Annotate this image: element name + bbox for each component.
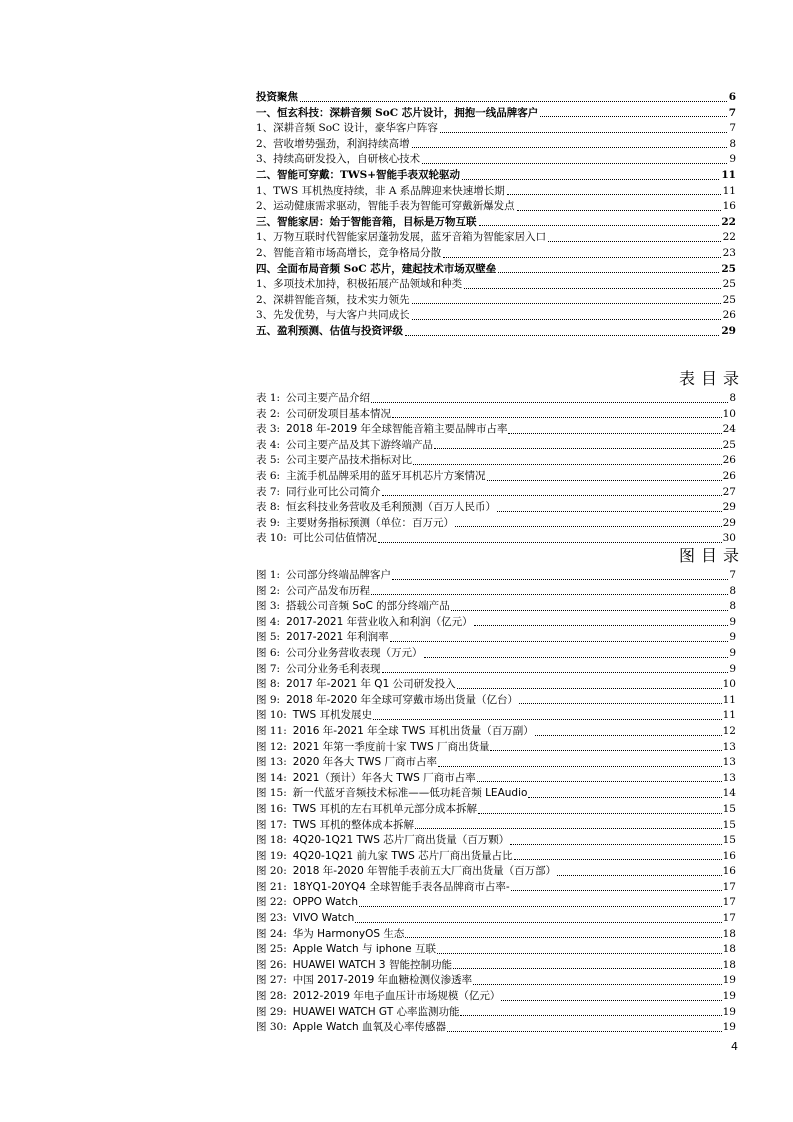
figure-entry[interactable] — [256, 615, 736, 631]
dot-leader — [477, 781, 722, 782]
table-entry-title: 主要财务指标预测（单位：百万元） — [286, 516, 455, 529]
dot-leader — [424, 657, 729, 658]
figure-entry[interactable] — [256, 849, 736, 865]
table-entry-page: 10 — [722, 407, 736, 420]
dot-leader — [447, 1031, 722, 1032]
figure-entry-label: 图 16: — [256, 802, 287, 815]
figure-entry[interactable] — [256, 662, 736, 678]
dot-leader — [548, 241, 720, 242]
dot-leader — [405, 335, 719, 336]
dot-leader — [382, 672, 729, 673]
figure-entry-title: 2020 年各大 TWS 厂商市占率 — [292, 756, 437, 769]
dot-leader — [540, 116, 726, 117]
table-entry-title: 恒玄科技业务营收及毛利预测（百万人民币） — [286, 501, 497, 514]
figure-entry-label: 图 22: — [256, 896, 287, 909]
dot-leader — [355, 922, 721, 923]
figure-entry-page: 17 — [722, 912, 736, 925]
toc-entry-title: 二、智能可穿戴：TWS+智能手表双轮驱动 — [256, 168, 460, 181]
dot-leader — [415, 828, 722, 829]
figure-entry[interactable] — [256, 786, 736, 802]
table-entry-title: 公司研发项目基本情况 — [286, 407, 392, 420]
figure-entry[interactable] — [256, 677, 736, 693]
dot-leader — [371, 594, 728, 595]
table-entry-label: 表 10: — [256, 532, 287, 545]
figure-entry-title: TWS 耳机发展史 — [292, 709, 373, 722]
figure-entry-label: 图 7: — [256, 662, 281, 675]
dot-leader — [511, 890, 722, 891]
figure-entry[interactable] — [256, 740, 736, 756]
figure-entry-page: 13 — [722, 771, 736, 784]
table-entry-label: 表 2: — [256, 407, 281, 420]
figure-entry-title: 公司产品发布历程 — [286, 584, 371, 597]
figure-entry-label: 图 1: — [256, 569, 281, 581]
toc-entry[interactable] — [256, 324, 736, 340]
figure-entry[interactable] — [256, 599, 736, 615]
figure-entry[interactable] — [256, 989, 736, 1005]
figure-entry-page: 11 — [722, 709, 736, 722]
dot-leader — [519, 703, 722, 704]
figure-entry[interactable] — [256, 880, 736, 896]
figures-list — [256, 568, 736, 1036]
table-entry-page: 25 — [722, 438, 736, 451]
figure-entry[interactable] — [256, 1020, 736, 1036]
dot-leader — [473, 984, 721, 985]
dot-leader — [474, 625, 729, 626]
dot-leader — [378, 542, 722, 543]
toc-entry[interactable] — [256, 277, 736, 293]
figure-entry-label: 图 10: — [256, 709, 287, 722]
dot-leader — [440, 132, 727, 133]
dot-leader — [514, 859, 722, 860]
dot-leader — [422, 163, 727, 164]
toc-entry[interactable] — [256, 215, 736, 231]
dot-leader — [390, 641, 729, 642]
figure-entry-title: OPPO Watch — [292, 896, 358, 909]
toc-entry-title: 2、深耕智能音频，技术实力领先 — [256, 293, 410, 306]
figure-entry-label: 图 17: — [256, 818, 287, 831]
figure-entry-title: 2021 年第一季度前十家 TWS 厂商出货量 — [292, 740, 490, 753]
figure-entry-page: 19 — [722, 1021, 736, 1034]
figure-entry-title: 2021（预计）年各大 TWS 厂商市占率 — [292, 771, 476, 784]
toc-entry-page: 25 — [722, 278, 736, 291]
figure-entry-label: 图 27: — [256, 974, 287, 987]
toc-entry-page: 25 — [722, 293, 736, 306]
figure-entry-label: 图 11: — [256, 724, 287, 737]
table-entry-label: 表 5: — [256, 454, 281, 467]
figure-entry-title: 18YQ1-20YQ4 全球智能手表各品牌商市占率- — [292, 880, 510, 893]
figure-entry-label: 图 18: — [256, 834, 287, 847]
figure-entry-title: 公司分业务毛利表现 — [286, 662, 381, 675]
figure-entry-page: 14 — [722, 787, 736, 800]
toc-entry-page: 7 — [728, 106, 736, 119]
dot-leader — [510, 844, 721, 845]
dot-leader — [453, 968, 722, 969]
figure-entry-label: 图 26: — [256, 958, 287, 971]
figure-entry-page: 18 — [722, 927, 736, 940]
toc-entry[interactable] — [256, 168, 736, 184]
dot-leader — [528, 797, 721, 798]
figure-entry-label: 图 2: — [256, 584, 281, 597]
table-entry[interactable] — [256, 485, 736, 501]
dot-leader — [392, 417, 722, 418]
figure-entry-page: 16 — [722, 849, 736, 862]
figure-entry-page: 18 — [722, 958, 736, 971]
figure-entry-label: 图 23: — [256, 912, 287, 925]
dot-leader — [487, 480, 722, 481]
figure-entry[interactable] — [256, 942, 736, 958]
figure-entry-page: 19 — [722, 990, 736, 1003]
figure-entry-page: 19 — [722, 1005, 736, 1018]
toc-entry[interactable] — [256, 152, 736, 168]
dot-leader — [373, 719, 722, 720]
figure-entry-title: 搭载公司音频 SoC 的部分终端产品 — [286, 600, 450, 613]
toc-entry[interactable] — [256, 184, 736, 200]
figure-entry-page: 7 — [729, 569, 736, 581]
figure-entry-label: 图 8: — [256, 678, 281, 691]
dot-leader — [498, 272, 719, 273]
toc-entry-page: 26 — [722, 309, 736, 322]
figure-entry[interactable] — [256, 724, 736, 740]
toc-entry[interactable] — [256, 262, 736, 278]
figure-entry-title: 2016 年-2021 年全球 TWS 耳机出货量（百万副） — [292, 724, 534, 737]
figure-entry-label: 图 28: — [256, 990, 287, 1003]
figure-entry-label: 图 4: — [256, 615, 281, 628]
figure-entry-title: HUAWEI WATCH GT 心率监测功能 — [292, 1005, 460, 1018]
toc-entry-page: 23 — [722, 246, 736, 259]
dot-leader — [405, 937, 721, 938]
figure-entry-title: 华为 HarmonyOS 生态 — [292, 927, 405, 940]
toc-entry-title: 1、深耕音频 SoC 设计，豪华客户阵容 — [256, 122, 438, 135]
figure-entry-label: 图 9: — [256, 693, 281, 706]
figure-entry-label: 图 13: — [256, 756, 287, 769]
table-entry-label: 表 7: — [256, 485, 281, 498]
table-entry[interactable] — [256, 469, 736, 485]
figure-entry-title: 公司部分终端品牌客户 — [286, 569, 392, 581]
table-entry-page: 27 — [722, 485, 736, 498]
figure-entry-page: 13 — [722, 740, 736, 753]
toc-entry-page: 7 — [729, 122, 736, 135]
figure-entry-page: 17 — [722, 880, 736, 893]
toc-entry-title: 1、多项技术加持，积极拓展产品领域和种类 — [256, 278, 463, 291]
table-entry-page: 26 — [722, 469, 736, 482]
figure-entry-label: 图 5: — [256, 631, 281, 644]
table-entry[interactable] — [256, 407, 736, 423]
figure-entry-label: 图 24: — [256, 927, 287, 940]
figure-entry-title: 2017 年-2021 年 Q1 公司研发投入 — [286, 678, 456, 691]
dot-leader — [434, 448, 722, 449]
toc-entry-title: 2、营收增势强劲，利润持续高增 — [256, 137, 410, 150]
figure-entry-page: 11 — [722, 693, 736, 706]
figure-entry-label: 图 12: — [256, 740, 287, 753]
toc-entry-page: 11 — [722, 184, 736, 197]
figure-entry-page: 15 — [722, 818, 736, 831]
dot-leader — [507, 194, 721, 195]
figure-entry[interactable] — [256, 958, 736, 974]
toc-entry-page: 22 — [721, 215, 736, 228]
figure-entry-page: 12 — [722, 724, 736, 737]
figure-entry-title: 2018 年-2020 年全球可穿戴市场出货量（亿台） — [286, 693, 518, 706]
figure-entry-page: 8 — [729, 584, 736, 597]
table-entry-page: 24 — [722, 423, 736, 436]
toc-entry[interactable] — [256, 293, 736, 309]
dot-leader — [437, 953, 722, 954]
table-entry[interactable] — [256, 391, 736, 407]
toc-entry-page: 16 — [722, 200, 736, 213]
table-of-contents — [256, 90, 736, 340]
toc-entry[interactable] — [256, 246, 736, 262]
figure-entry-label: 图 21: — [256, 880, 287, 893]
dot-leader — [412, 319, 721, 320]
figure-entry-label: 图 6: — [256, 646, 281, 659]
figure-entry-title: VIVO Watch — [292, 912, 355, 925]
table-entry-title: 2018 年-2019 年全球智能音箱主要品牌市占率 — [286, 423, 508, 436]
toc-entry[interactable] — [256, 106, 736, 122]
figure-entry-label: 图 3: — [256, 600, 281, 613]
dot-leader — [455, 526, 722, 527]
toc-entry[interactable] — [256, 308, 736, 324]
toc-entry-title: 三、智能家居：始于智能音箱，目标是万物互联 — [256, 215, 477, 228]
table-entry-title: 公司主要产品及其下游终端产品 — [286, 438, 434, 451]
figure-entry-label: 图 19: — [256, 849, 287, 862]
dot-leader — [557, 875, 721, 876]
table-entry-label: 表 1: — [256, 392, 281, 404]
toc-entry-page: 29 — [721, 324, 736, 337]
figure-entry-title: 2017-2021 年营业收入和利润（亿元） — [286, 615, 473, 628]
dot-leader — [438, 766, 722, 767]
figure-entry-page: 15 — [722, 834, 736, 847]
toc-entry-page: 9 — [729, 153, 736, 166]
table-entry[interactable] — [256, 531, 736, 547]
figure-entry-label: 图 14: — [256, 771, 287, 784]
table-entry-title: 公司主要产品技术指标对比 — [286, 454, 413, 467]
figure-entry[interactable] — [256, 833, 736, 849]
table-entry-label: 表 3: — [256, 423, 281, 436]
figure-entry[interactable] — [256, 802, 736, 818]
dot-leader — [300, 101, 727, 102]
toc-entry-title: 3、先发优势，与大客户共同成长 — [256, 309, 410, 322]
table-entry-label: 表 4: — [256, 438, 281, 451]
toc-entry-title: 1、万物互联时代智能家居蓬勃发展，蓝牙音箱为智能家居入口 — [256, 231, 547, 244]
figure-entry-page: 8 — [729, 600, 736, 613]
figures-heading: 图目录 — [678, 546, 745, 565]
dot-leader — [501, 1000, 721, 1001]
toc-entry[interactable] — [256, 137, 736, 153]
figure-entry[interactable] — [256, 646, 736, 662]
figure-entry-label: 图 25: — [256, 943, 287, 956]
toc-entry[interactable] — [256, 230, 736, 246]
figure-entry-title: 2017-2021 年利润率 — [286, 631, 389, 644]
table-entry-page: 29 — [722, 516, 736, 529]
table-entry[interactable] — [256, 422, 736, 438]
dot-leader — [535, 735, 722, 736]
figure-entry-title: Apple Watch 与 iphone 互联 — [292, 943, 436, 956]
dot-leader — [479, 225, 720, 226]
figure-entry-label: 图 30: — [256, 1021, 287, 1034]
dot-leader — [517, 210, 721, 211]
dot-leader — [412, 147, 728, 148]
figure-entry-label: 图 20: — [256, 865, 287, 878]
dot-leader — [460, 1015, 721, 1016]
toc-entry-title: 3、持续高研发投入，自研核心技术 — [256, 153, 421, 166]
figure-entry-label: 图 15: — [256, 787, 287, 800]
figure-entry[interactable] — [256, 864, 736, 880]
page-number: 4 — [731, 1040, 738, 1053]
figure-entry-page: 9 — [729, 646, 736, 659]
table-entry-title: 公司主要产品介绍 — [286, 392, 371, 404]
dot-leader — [413, 464, 722, 465]
dot-leader — [371, 402, 728, 403]
table-entry-page: 26 — [722, 454, 736, 467]
toc-entry-title: 四、全面布局音频 SoC 芯片，建起技术市场双壁垒 — [256, 262, 497, 275]
tables-heading: 表目录 — [678, 369, 745, 388]
dot-leader — [412, 303, 721, 304]
dot-leader — [457, 688, 722, 689]
figure-entry[interactable] — [256, 693, 736, 709]
table-entry[interactable] — [256, 500, 736, 516]
table-entry-title: 主流手机品牌采用的蓝牙耳机芯片方案情况 — [286, 469, 486, 482]
dot-leader — [359, 906, 722, 907]
table-entry-title: 可比公司估值情况 — [292, 532, 377, 545]
figure-entry[interactable] — [256, 973, 736, 989]
tables-list — [256, 391, 736, 547]
figure-entry-page: 13 — [722, 756, 736, 769]
toc-entry[interactable] — [256, 121, 736, 137]
figure-entry[interactable] — [256, 630, 736, 646]
table-entry-label: 表 9: — [256, 516, 281, 529]
figure-entry-page: 16 — [722, 865, 736, 878]
figure-entry[interactable] — [256, 911, 736, 927]
figure-entry-page: 15 — [722, 802, 736, 815]
toc-entry-page: 6 — [728, 91, 736, 103]
dot-leader — [464, 288, 720, 289]
table-entry-title: 同行业可比公司简介 — [286, 485, 381, 498]
figure-entry-page: 9 — [729, 615, 736, 628]
figure-entry-title: TWS 耳机的整体成本拆解 — [292, 818, 415, 831]
figure-entry-title: 4Q20-1Q21 前九家 TWS 芯片厂商出货量占比 — [292, 849, 513, 862]
toc-entry-title: 投资聚焦 — [256, 91, 298, 103]
figure-entry[interactable] — [256, 568, 736, 584]
table-entry-label: 表 8: — [256, 501, 281, 514]
table-entry[interactable] — [256, 438, 736, 454]
toc-entry-title: 五、盈利预测、估值与投资评级 — [256, 324, 403, 337]
table-entry-label: 表 6: — [256, 469, 281, 482]
figure-entry-page: 18 — [722, 943, 736, 956]
figure-entry-title: 4Q20-1Q21 TWS 芯片厂商出货量（百万颗） — [292, 834, 510, 847]
dot-leader — [451, 610, 729, 611]
toc-entry-title: 2、智能音箱市场高增长，竞争格局分散 — [256, 246, 442, 259]
figure-entry[interactable] — [256, 584, 736, 600]
figure-entry[interactable] — [256, 708, 736, 724]
table-entry[interactable] — [256, 516, 736, 532]
dot-leader — [382, 495, 722, 496]
toc-entry[interactable] — [256, 199, 736, 215]
figure-entry-title: HUAWEI WATCH 3 智能控制功能 — [292, 958, 452, 971]
toc-entry[interactable] — [256, 90, 736, 106]
toc-entry-page: 8 — [729, 137, 736, 150]
table-entry-page: 8 — [729, 392, 736, 404]
figure-entry[interactable] — [256, 895, 736, 911]
figure-entry[interactable] — [256, 1005, 736, 1021]
table-entry-page: 30 — [722, 532, 736, 545]
figure-entry-title: Apple Watch 血氧及心率传感器 — [292, 1021, 447, 1034]
figure-entry-page: 19 — [722, 974, 736, 987]
figure-entry-page: 17 — [722, 896, 736, 909]
figure-entry-title: 2012-2019 年电子血压计市场规模（亿元） — [292, 990, 501, 1003]
dot-leader — [443, 257, 720, 258]
figure-entry-label: 图 29: — [256, 1005, 287, 1018]
toc-entry-page: 11 — [721, 168, 736, 181]
dot-leader — [462, 179, 719, 180]
figure-entry[interactable] — [256, 771, 736, 787]
table-entry-page: 29 — [722, 501, 736, 514]
figure-entry-title: 新一代蓝牙音频技术标准——低功耗音频 LEAudio — [292, 787, 528, 800]
toc-entry-page: 25 — [721, 262, 736, 275]
toc-entry-page: 22 — [722, 231, 736, 244]
dot-leader — [508, 433, 721, 434]
toc-entry-title: 1、TWS 耳机热度持续，非 A 系品牌迎来快速增长期 — [256, 184, 505, 197]
figure-entry-page: 9 — [729, 662, 736, 675]
dot-leader — [490, 750, 721, 751]
figure-entry-title: 2018 年-2020 年智能手表前五大厂商出货量（百万部） — [292, 865, 557, 878]
figure-entry[interactable] — [256, 927, 736, 943]
figure-entry-title: TWS 耳机的左右耳机单元部分成本拆解 — [292, 802, 478, 815]
table-entry[interactable] — [256, 453, 736, 469]
figure-entry[interactable] — [256, 755, 736, 771]
toc-entry-title: 2、运动健康需求驱动，智能手表为智能可穿戴新爆发点 — [256, 200, 515, 213]
dot-leader — [392, 579, 728, 580]
figure-entry-title: 中国 2017-2019 年血糖检测仪渗透率 — [292, 974, 473, 987]
figure-entry[interactable] — [256, 818, 736, 834]
figure-entry-page: 9 — [729, 631, 736, 644]
toc-entry-title: 一、恒玄科技：深耕音频 SoC 芯片设计，拥抱一线品牌客户 — [256, 106, 539, 119]
dot-leader — [497, 511, 722, 512]
dot-leader — [478, 813, 722, 814]
figure-entry-title: 公司分业务营收表现（万元） — [286, 646, 423, 659]
figure-entry-page: 10 — [722, 678, 736, 691]
